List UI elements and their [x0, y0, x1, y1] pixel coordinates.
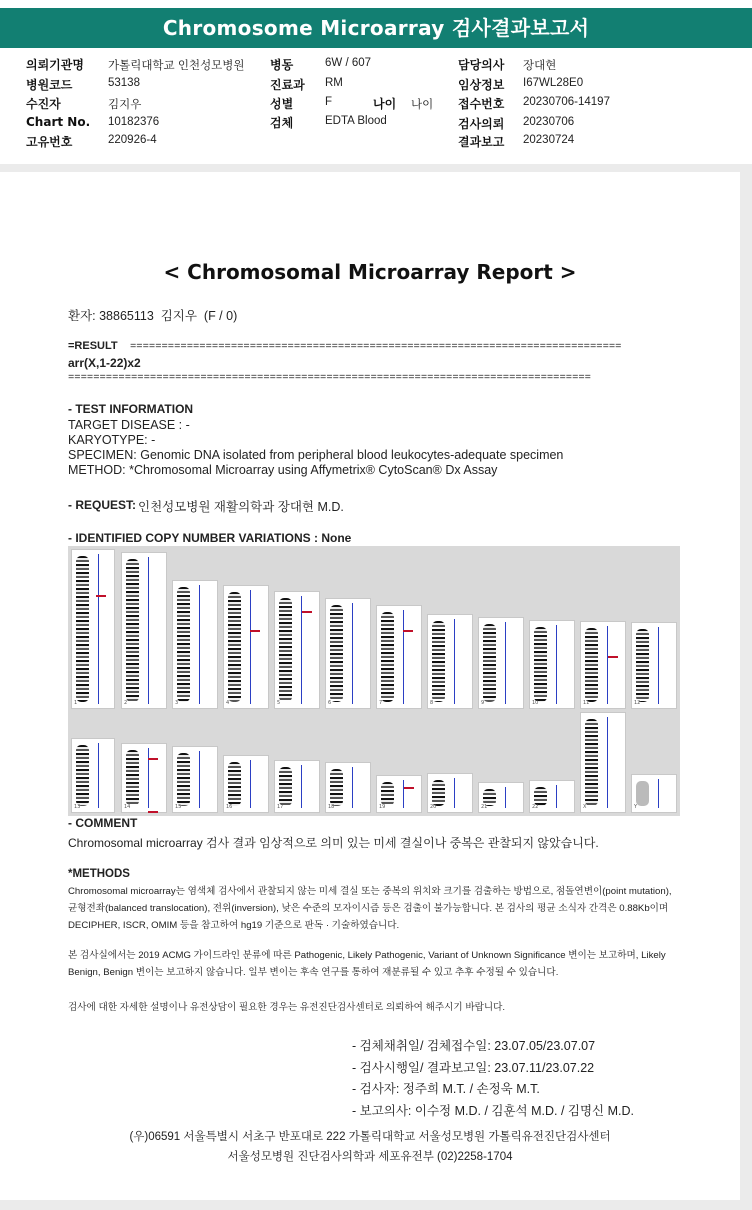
- date-line: - 검체채취일/ 검체접수일: 23.07.05/23.07.07: [352, 1039, 596, 1053]
- chromosome-Y: Y: [631, 774, 677, 813]
- chromosome-9: 9: [478, 617, 524, 709]
- footer-address: (우)06591 서울특별시 서초구 반포대로 222 가톨릭대학교 서울성모병원 가톨릭유전진단검사센터: [129, 1131, 611, 1143]
- chromosome-1: 1: [71, 549, 115, 709]
- probe-marker: [404, 787, 414, 789]
- info-label: 의뢰기관명: [26, 58, 84, 72]
- probe-marker: [608, 656, 618, 658]
- karyotype: KARYOTYPE: -: [68, 433, 156, 447]
- result-end-rule: ===================================================================================: [68, 372, 591, 384]
- request-value: 인천성모병원 재활의학과 장대현 M.D.: [138, 500, 344, 514]
- tester-line: - 검사자: 정주희 M.T. / 손정욱 M.T.: [352, 1082, 540, 1096]
- chromosome-X: X: [580, 712, 626, 813]
- info-label: 담당의사: [458, 58, 505, 72]
- info-value: RM: [325, 77, 343, 89]
- chromosome-19: 19: [376, 775, 422, 813]
- info-label: 검체: [270, 116, 294, 130]
- specimen: SPECIMEN: Genomic DNA isolated from peripheral blood leukocytes-adequate specimen: [68, 448, 564, 462]
- probe-marker: [250, 630, 260, 632]
- chromosome-6: 6: [325, 598, 371, 709]
- result-rule: ==============================================================================: [130, 341, 622, 353]
- info-value: 20230706: [523, 116, 575, 128]
- age-value: 나이: [411, 99, 434, 111]
- chromosome-7: 7: [376, 605, 422, 709]
- chromosome-2: 2: [121, 552, 167, 709]
- info-value: 20230724: [523, 134, 575, 146]
- chromosome-4: 4: [223, 585, 269, 709]
- karyogram: [68, 546, 680, 816]
- comment-heading: - COMMENT: [68, 816, 138, 830]
- info-value: 장대현: [523, 60, 557, 72]
- info-value: 10182376: [108, 116, 160, 128]
- info-value: 김지우: [108, 99, 142, 111]
- method: METHOD: *Chromosomal Microarray using Affymetrix® CytoScan® Dx Assay: [68, 463, 498, 477]
- info-label: 진료과: [270, 78, 305, 92]
- chromosome-13: 13: [71, 738, 115, 813]
- target-disease: TARGET DISEASE : -: [68, 418, 190, 432]
- result-value: arr(X,1-22)x2: [68, 356, 141, 370]
- chromosome-22: 22: [529, 780, 575, 813]
- chromosome-3: 3: [172, 580, 218, 709]
- info-value: I67WL28E0: [523, 77, 584, 89]
- chromosome-5: 5: [274, 591, 320, 709]
- probe-marker: [403, 630, 413, 632]
- test-info-heading: - TEST INFORMATION: [68, 402, 194, 416]
- info-value: F: [325, 96, 333, 108]
- info-label: 고유번호: [26, 135, 73, 149]
- info-value: 220926-4: [108, 134, 157, 146]
- info-value: 6W / 607: [325, 57, 372, 69]
- methods-paragraph-1: Chromosomal microarray는 염색체 검사에서 관찰되지 않는 미세 결실 또는 중복의 위치와 크기를 검출하는 방법으로, 점돌연변이(point mutation), 균형전좌(balanced translocation), 전위(inversion), 낮은 수준의 모자이시즘 등은 검출이 불가능합니다. 본 검사의 평균 소식자 간격은 0.88Kb이며 DECIPHER, ISCR, OMIM 등을 참고하여 hg19 기준으로 판독 · 기술하였습니다.: [68, 886, 672, 931]
- patient-info-panel: [0, 48, 752, 164]
- info-value: 가톨릭대학교 인천성모병원: [108, 60, 245, 72]
- info-label: 수진자: [26, 97, 61, 111]
- chromosome-11: 11: [580, 621, 626, 709]
- date-line: - 검사시행일/ 결과보고일: 23.07.11/23.07.22: [352, 1061, 595, 1075]
- chromosome-8: 8: [427, 614, 473, 709]
- report-header-title: Chromosome Microarray 검사결과보고서: [0, 8, 752, 48]
- info-label: 임상정보: [458, 78, 505, 92]
- patient-line: 환자: 38865113 김지우 (F / 0): [68, 309, 238, 323]
- chromosome-20: 20: [427, 773, 473, 813]
- report-header: [0, 0, 752, 48]
- chromosome-10: 10: [529, 620, 575, 709]
- comment-text: Chromosomal microarray 검사 결과 임상적으로 의미 있는 미세 결실이나 중복은 관찰되지 않았습니다.: [68, 836, 599, 850]
- footer-contact: 서울성모병원 진단검사의학과 세포유전부 (02)2258-1704: [227, 1151, 513, 1163]
- report-page: [0, 172, 740, 1200]
- info-label: 결과보고: [458, 135, 505, 149]
- info-value: 20230706-14197: [523, 96, 610, 108]
- probe-marker: [96, 595, 106, 597]
- report-title: < Chromosomal Microarray Report >: [163, 260, 577, 284]
- reporter-line: - 보고의사: 이수정 M.D. / 김훈석 M.D. / 김명신 M.D.: [352, 1104, 634, 1118]
- chromosome-21: 21: [478, 782, 524, 813]
- info-value: EDTA Blood: [325, 115, 387, 127]
- info-label: 접수번호: [458, 97, 505, 111]
- probe-marker: [148, 811, 158, 813]
- info-value: 53138: [108, 77, 140, 89]
- request-label: - REQUEST:: [68, 498, 137, 512]
- cnv-heading: - IDENTIFIED COPY NUMBER VARIATIONS : None: [68, 531, 352, 545]
- info-label: 병동: [270, 58, 294, 72]
- chromosome-14: 14: [121, 743, 167, 813]
- probe-marker: [302, 611, 312, 613]
- info-label: 병원코드: [26, 78, 73, 92]
- methods-heading: *METHODS: [68, 868, 130, 880]
- chromosome-16: 16: [223, 755, 269, 813]
- probe-marker: [148, 758, 158, 760]
- chromosome-17: 17: [274, 760, 320, 813]
- methods-paragraph-2: 본 검사실에서는 2019 ACMG 가이드라인 분류에 따른 Pathogenic, Likely Pathogenic, Variant of Unknown Significance 변이는 보고하며, Likely Benign, Benign 변이는 보고하지 않습니다. 일부 변이는 후속 연구를 통하여 재분류될 수 있고 추후 수정될 수 있습니다.: [68, 950, 666, 978]
- result-label: =RESULT: [68, 340, 121, 352]
- methods-paragraph-3: 검사에 대한 자세한 설명이나 유전상담이 필요한 경우는 유전진단검사센터로 의뢰하여 해주시기 바랍니다.: [68, 1002, 506, 1013]
- info-label: 성별: [270, 97, 294, 111]
- info-label: Chart No.: [26, 115, 91, 129]
- chromosome-18: 18: [325, 762, 371, 813]
- chromosome-15: 15: [172, 746, 218, 813]
- chromosome-12: 12: [631, 622, 677, 709]
- age-label: 나이: [373, 97, 397, 111]
- info-label: 검사의뢰: [458, 117, 505, 131]
